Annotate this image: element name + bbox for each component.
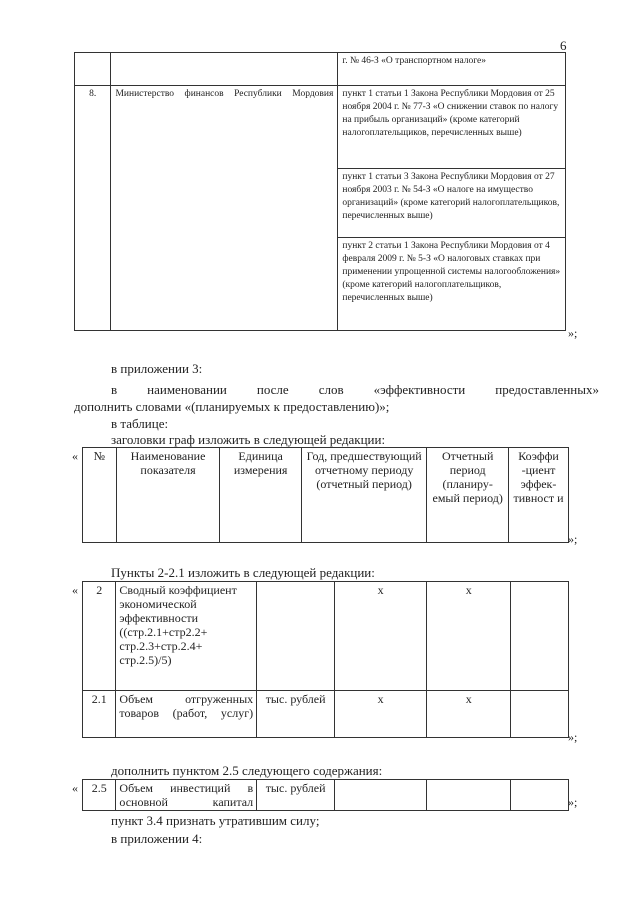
indicator-name: Объем отгруженных товаров (работ, услуг)	[116, 691, 257, 738]
closing-quote: »;	[568, 532, 578, 546]
opening-quote: «	[72, 781, 78, 795]
row-number: 2.1	[83, 691, 116, 738]
coefficient-cell	[511, 780, 569, 811]
tax-laws-table	[74, 52, 566, 331]
column-header: Год, предшествующий отчетному периоду (отчетный период)	[302, 448, 427, 543]
unit-cell: тыс. рублей	[257, 780, 335, 811]
paragraph: в наименовании после слов «эффективности предоставленных»	[111, 382, 599, 397]
column-header: Коэффи -циент эффек-тивност и	[509, 448, 569, 543]
table-row	[75, 86, 566, 169]
prev-period-cell: х	[335, 582, 427, 691]
table-cell	[111, 53, 338, 86]
paragraph: Пункты 2-2.1 изложить в следующей редакции:	[111, 565, 375, 580]
unit-cell	[257, 582, 335, 691]
prev-period-cell: х	[335, 691, 427, 738]
indicator-name: Сводный коэффициент экономической эффективности ((стр.2.1+стр2.2+ стр.2.3+стр.2.4+ стр.2.5)/5)	[116, 582, 257, 691]
table-row	[83, 780, 569, 811]
paragraph: дополнить словами «(планируемых к предоставлению)»;	[74, 399, 390, 414]
opening-quote: «	[72, 583, 78, 597]
row-number: 2	[83, 582, 116, 691]
paragraph: пункт 3.4 признать утратившим силу;	[111, 813, 320, 828]
current-period-cell	[427, 780, 511, 811]
closing-quote: »;	[568, 326, 578, 340]
unit-cell: тыс. рублей	[257, 691, 335, 738]
indicator-name: Объем инвестиций в основной капитал	[116, 780, 257, 811]
law-item: пункт 1 статьи 1 Закона Республики Мордовия от 25 ноября 2004 г. № 77-З «О снижении ставок по налогу на прибыль организаций» (кроме категорий налогоплательщиков, перечисленных выше)	[338, 86, 566, 169]
opening-quote: «	[72, 449, 78, 463]
table-cell	[75, 53, 111, 86]
law-item: пункт 1 статьи 3 Закона Республики Мордовия от 27 ноября 2003 г. № 54-З «О налоге на имущество организаций» (кроме категорий налогоплательщиков, перечисленных выше)	[338, 169, 566, 238]
column-header: Отчетный период (планиру-емый период)	[427, 448, 509, 543]
paragraph: в приложении 4:	[111, 831, 203, 846]
row-number: 2.5	[83, 780, 116, 811]
column-header: Единица измерения	[220, 448, 302, 543]
closing-quote: »;	[568, 730, 578, 744]
paragraph: дополнить пунктом 2.5 следующего содержания:	[111, 763, 383, 778]
table-row	[83, 691, 569, 738]
table-row	[83, 582, 569, 691]
table-row	[83, 448, 569, 543]
paragraph: в таблице:	[111, 416, 169, 431]
current-period-cell: х	[427, 582, 511, 691]
page-number: 6	[560, 38, 567, 53]
paragraph: в приложении 3:	[111, 361, 203, 376]
prev-period-cell	[335, 780, 427, 811]
coefficient-cell	[511, 582, 569, 691]
row-number: 8.	[75, 86, 111, 331]
current-period-cell: х	[427, 691, 511, 738]
organization-name: Министерство финансов Республики Мордовия	[111, 86, 338, 331]
closing-quote: »;	[568, 795, 578, 809]
coefficient-cell	[511, 691, 569, 738]
new-item-table	[82, 779, 569, 811]
column-header: Наименование показателя	[116, 448, 220, 543]
table-row	[75, 53, 566, 86]
paragraph: заголовки граф изложить в следующей редакции:	[111, 432, 386, 447]
column-header: №	[83, 448, 117, 543]
indicators-table	[82, 581, 569, 738]
law-item: пункт 2 статьи 1 Закона Республики Мордовия от 4 февраля 2009 г. № 5-З «О налоговых ставках при применении упрощенной системы налогообложения» (кроме категорий налогоплательщиков, перечисленных выше)	[338, 238, 566, 331]
header-table	[82, 447, 569, 543]
table-cell: г. № 46-З «О транспортном налоге»	[338, 53, 566, 86]
